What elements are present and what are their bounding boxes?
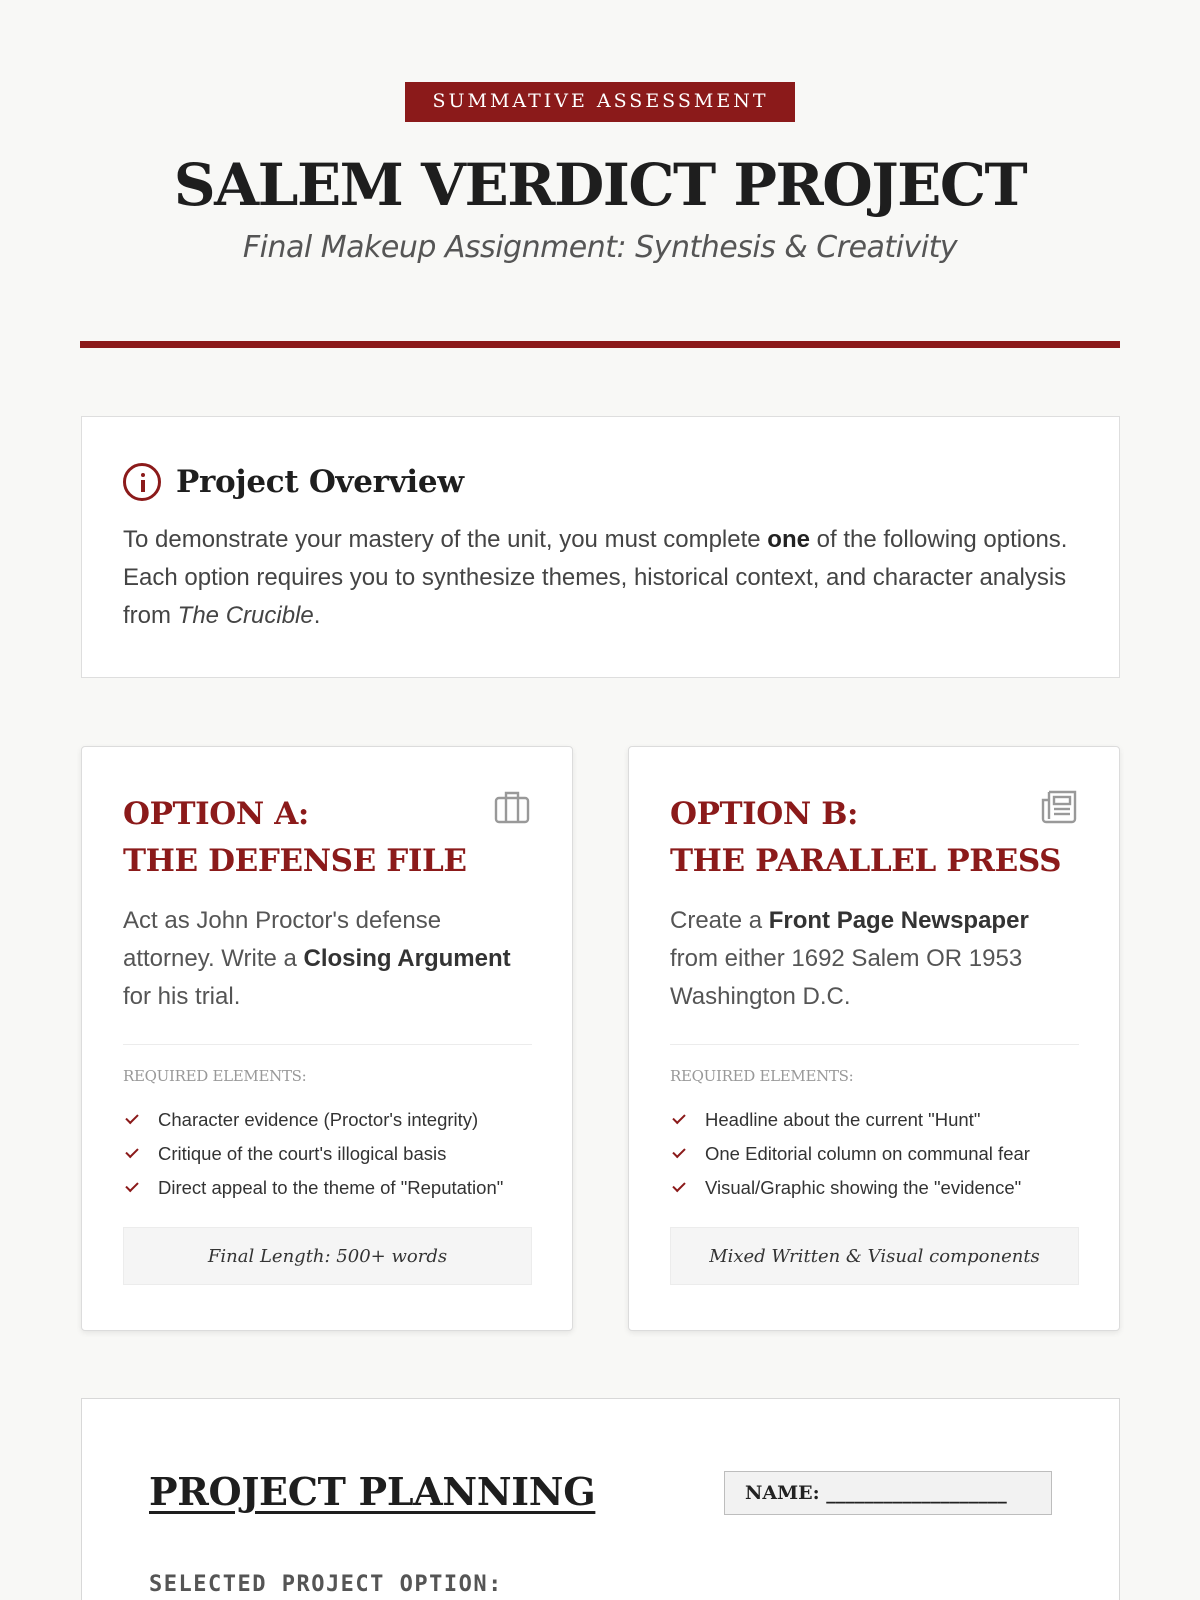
desc-emphasis: Closing Argument	[303, 945, 511, 972]
requirement-text: Critique of the court's illogical basis	[158, 1143, 447, 1164]
requirements-list	[670, 1103, 1079, 1205]
overview-text-part: To demonstrate your mastery of the unit, you must complete	[123, 526, 768, 553]
option-b-description	[670, 902, 1079, 1022]
assessment-badge: SUMMATIVE ASSESSMENT	[405, 82, 794, 122]
briefcase-icon	[492, 787, 532, 827]
list-item	[123, 1171, 532, 1205]
requirement-text: Direct appeal to the theme of "Reputation"	[158, 1177, 504, 1198]
check-icon	[672, 1144, 685, 1157]
newspaper-icon	[1039, 787, 1079, 827]
requirement-text: Character evidence (Proctor's integrity)	[158, 1109, 479, 1130]
list-item	[123, 1103, 532, 1137]
planning-title: PROJECT PLANNING	[149, 1469, 596, 1514]
requirement-text: Headline about the current "Hunt"	[705, 1109, 981, 1130]
header-divider	[80, 341, 1120, 348]
desc-part: Act as John Proctor's defense attorney. Write a	[123, 907, 442, 972]
check-icon	[672, 1178, 685, 1191]
required-elements-label: REQUIRED ELEMENTS:	[670, 1067, 854, 1085]
list-item	[670, 1137, 1079, 1171]
option-b-name: THE PARALLEL PRESS	[670, 843, 1062, 879]
requirement-text: Visual/Graphic showing the "evidence"	[705, 1177, 1022, 1198]
card-divider	[123, 1044, 532, 1045]
page-title: SALEM VERDICT PROJECT	[173, 151, 1027, 219]
option-a-length-note: Final Length: 500+ words	[123, 1227, 532, 1285]
overview-text-part: of the following options. Each option requires you to synthesize themes, historical context, and character analysis from	[123, 526, 1068, 629]
overview-header	[123, 463, 1079, 501]
option-b-card	[628, 746, 1120, 1331]
page-header	[0, 0, 1200, 265]
overview-text-part: .	[313, 602, 321, 629]
check-icon	[125, 1178, 138, 1191]
option-a-label: OPTION A:	[123, 796, 309, 832]
option-b-title	[670, 791, 1079, 885]
option-a-title	[123, 791, 532, 885]
option-a-card	[81, 746, 573, 1331]
project-planning-section	[81, 1398, 1120, 1600]
overview-text	[123, 521, 1079, 635]
list-item	[670, 1103, 1079, 1137]
required-elements-label: REQUIRED ELEMENTS:	[123, 1067, 307, 1085]
project-overview-card	[81, 416, 1120, 678]
info-icon	[123, 463, 161, 501]
option-a-name: THE DEFENSE FILE	[123, 843, 467, 879]
check-icon	[125, 1110, 138, 1123]
list-item	[123, 1137, 532, 1171]
requirement-text: One Editorial column on communal fear	[705, 1143, 1030, 1164]
check-icon	[672, 1110, 685, 1123]
card-divider	[670, 1044, 1079, 1045]
option-b-format-note: Mixed Written & Visual components	[670, 1227, 1079, 1285]
name-field[interactable]: NAME: ___________________	[724, 1471, 1052, 1515]
desc-part: from either 1692 Salem OR 1953 Washington D.C.	[670, 945, 1023, 1010]
overview-book-title: The Crucible	[177, 602, 314, 629]
option-a-description	[123, 902, 532, 1022]
overview-text-emphasis: one	[767, 526, 810, 553]
desc-part: for his trial.	[123, 983, 241, 1010]
requirements-list	[123, 1103, 532, 1205]
check-icon	[125, 1144, 138, 1157]
selected-option-label: SELECTED PROJECT OPTION:	[149, 1572, 503, 1597]
overview-title: Project Overview	[176, 464, 464, 500]
list-item	[670, 1171, 1079, 1205]
page-subtitle: Final Makeup Assignment: Synthesis & Creativity	[242, 230, 958, 265]
desc-part: Create a	[670, 907, 769, 934]
desc-emphasis: Front Page Newspaper	[768, 907, 1029, 934]
option-b-label: OPTION B:	[670, 796, 859, 832]
